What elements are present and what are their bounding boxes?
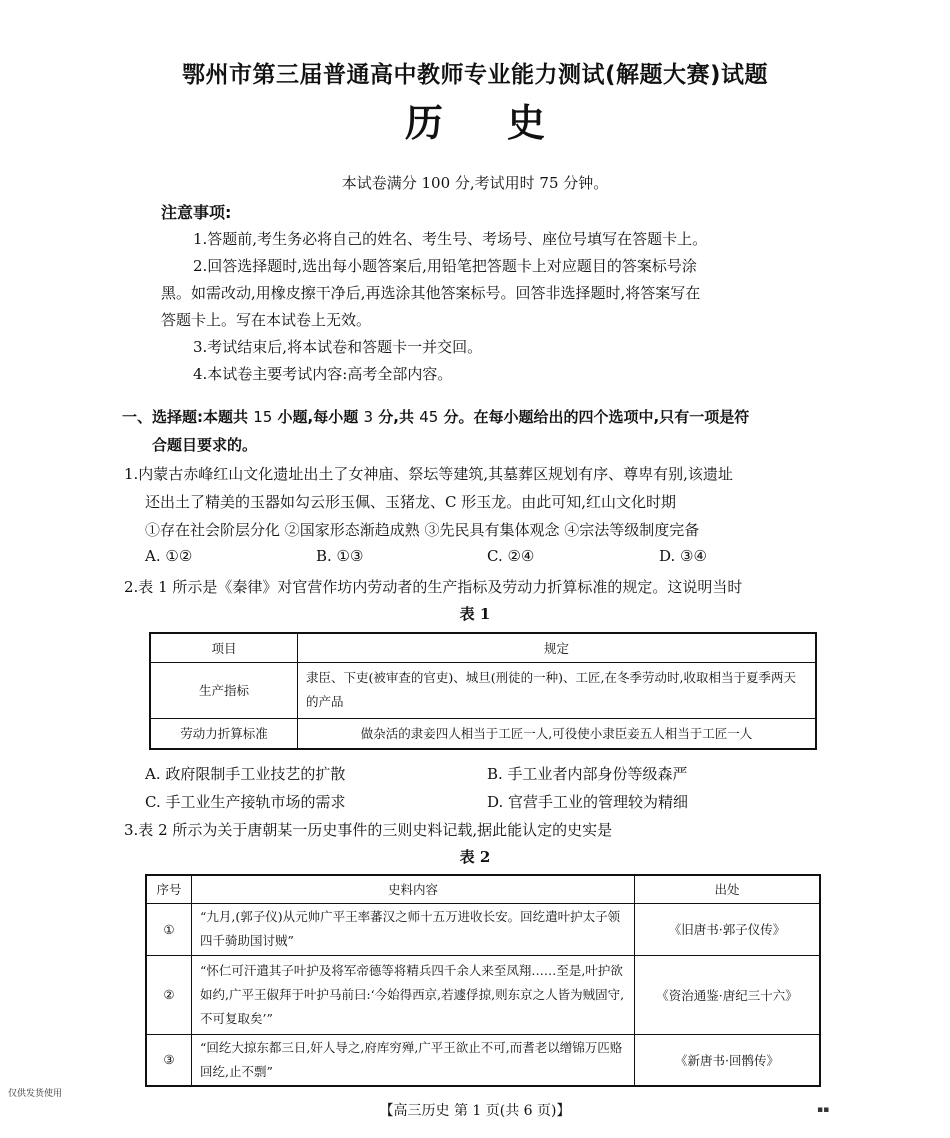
q2-stem: 2.表 1 所示是《秦律》对官营作坊内劳动者的生产指标及劳动力折算标准的规定。这说明当时 <box>124 578 743 596</box>
q1-stem: 1.内蒙古赤峰红山文化遗址出土了女神庙、祭坛等建筑,其墓葬区规划有序、尊卑有别,该遗址 <box>124 465 733 483</box>
section-text: 分。在每小题给出的四个选项中,只有一项是符 <box>438 408 750 426</box>
table2 <box>145 874 821 1087</box>
section-heading-cont: 合题目要求的。 <box>152 436 258 454</box>
q1-stem-cont: 还出土了精美的玉器如勾云形玉佩、玉猪龙、C 形玉龙。由此可知,红山文化时期 <box>145 493 677 511</box>
q2-option-a: A. 政府限制手工业技艺的扩散 <box>145 765 346 783</box>
points-each: 3 <box>363 408 374 426</box>
table-row <box>146 1034 820 1086</box>
table-header-row <box>146 875 820 903</box>
notice-title: 注意事项: <box>161 203 232 222</box>
table-header: 序号 <box>146 875 192 903</box>
table-cell: 隶臣、下吏(被审查的官吏)、城旦(刑徒的一种)、工匠,在冬季劳动时,收取相当于夏季两天的产品 <box>298 662 817 718</box>
table1-caption: 表 1 <box>459 605 491 623</box>
table-header-row <box>150 633 816 662</box>
exam-title: 鄂州市第三届普通高中教师专业能力测试(解题大赛)试题 <box>181 62 769 88</box>
q1-option-c: C. ②④ <box>487 547 535 565</box>
table-cell: “回纥大掠东都三日,奸人导之,府库穷殚,广平王欲止不可,而耆老以缯锦万匹赂回纥,止不剽” <box>192 1034 635 1086</box>
table-cell: 《旧唐书·郭子仪传》 <box>635 903 821 955</box>
table1 <box>149 632 817 750</box>
q1-option-b: B. ①③ <box>316 547 364 565</box>
table-cell: ③ <box>146 1034 192 1086</box>
q2-option-c: C. 手工业生产接轨市场的需求 <box>145 793 346 811</box>
table-cell: “怀仁可汗遣其子叶护及将军帝德等将精兵四千余人来至凤翔……至是,叶护欲如约,广平王俶拜于叶护马前曰:‘今始得西京,若遽俘掠,则东京之人皆为贼固守,不可复取矣’” <box>192 955 635 1034</box>
table2-caption: 表 2 <box>459 848 491 866</box>
notice-line: 4.本试卷主要考试内容:高考全部内容。 <box>193 365 453 383</box>
score-info: 本试卷满分 100 分,考试用时 75 分钟。 <box>341 174 609 192</box>
table-row <box>150 718 816 749</box>
q3-stem: 3.表 2 所示为关于唐朝某一历史事件的三则史料记载,据此能认定的史实是 <box>124 821 613 839</box>
table-cell: 《新唐书·回鹘传》 <box>635 1034 821 1086</box>
question-count: 15 <box>253 408 273 426</box>
section-heading <box>122 406 749 427</box>
table-row <box>146 955 820 1034</box>
q2-option-b: B. 手工业者内部身份等级森严 <box>487 765 688 783</box>
section-text: 一、选择题:本题共 <box>122 408 254 426</box>
table-cell: 《资治通鉴·唐纪三十六》 <box>635 955 821 1034</box>
q1-option-d: D. ③④ <box>659 547 707 565</box>
table-cell: ② <box>146 955 192 1034</box>
page-footer: 【高三历史 第 1 页(共 6 页)】 <box>379 1103 571 1119</box>
section-text: 小题,每小题 <box>272 408 364 426</box>
notice-line: 1.答题前,考生务必将自己的姓名、考生号、考场号、座位号填写在答题卡上。 <box>193 230 708 248</box>
subject-title: 历史 <box>404 101 609 145</box>
table-header: 出处 <box>635 875 821 903</box>
table-cell: 劳动力折算标准 <box>150 718 298 749</box>
table-cell: 做杂活的隶妾四人相当于工匠一人,可役使小隶臣妾五人相当于工匠一人 <box>298 718 817 749</box>
notice-line: 黑。如需改动,用橡皮擦干净后,再选涂其他答案标号。回答非选择题时,将答案写在 <box>161 284 701 302</box>
table-header: 项目 <box>150 633 298 662</box>
notice-line: 3.考试结束后,将本试卷和答题卡一并交回。 <box>193 338 483 356</box>
section-text: 分,共 <box>373 408 420 426</box>
table-row <box>150 662 816 718</box>
points-total: 45 <box>419 408 439 426</box>
table-header: 规定 <box>298 633 817 662</box>
table-header: 史料内容 <box>192 875 635 903</box>
notice-line: 2.回答选择题时,选出每小题答案后,用铅笔把答题卡上对应题目的答案标号涂 <box>193 257 697 275</box>
side-note: 仅供发货使用 <box>8 1089 63 1099</box>
table-cell: ① <box>146 903 192 955</box>
q1-option-a: A. ①② <box>145 547 193 565</box>
notice-line: 答题卡上。写在本试卷上无效。 <box>161 311 372 329</box>
q2-option-d: D. 官营手工业的管理较为精细 <box>487 793 689 811</box>
table-cell: 生产指标 <box>150 662 298 718</box>
corner-mark: ▪▪ <box>817 1105 830 1115</box>
q1-statements: ①存在社会阶层分化 ②国家形态渐趋成熟 ③先民具有集体观念 ④宗法等级制度完备 <box>145 521 700 539</box>
table-row <box>146 903 820 955</box>
table-cell: “九月,(郭子仪)从元帅广平王率蕃汉之师十五万进收长安。回纥遣叶护太子领四千骑助国讨贼” <box>192 903 635 955</box>
